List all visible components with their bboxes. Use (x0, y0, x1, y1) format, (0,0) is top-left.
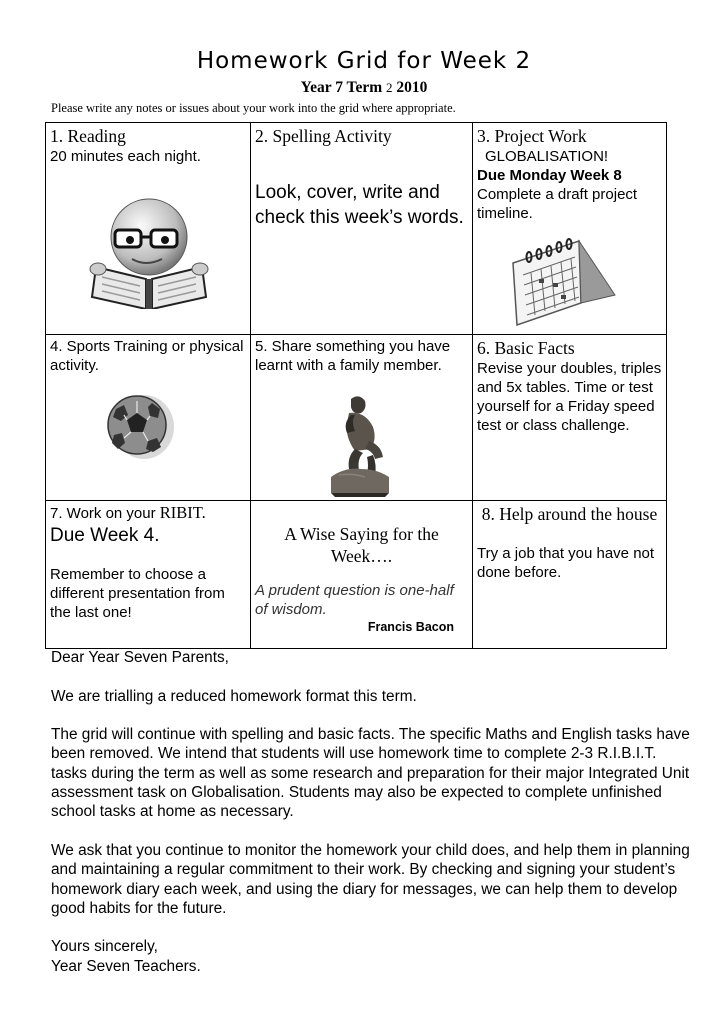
letter-closing: Yours sincerely, (51, 938, 158, 956)
cell-heading: A Wise Saying for the Week…. (284, 524, 439, 566)
subtitle-year-term: Year 7 Term (300, 79, 383, 96)
cell-heading: 2. Spelling Activity (255, 126, 392, 146)
calendar-icon (509, 233, 619, 328)
grid-cell-wise-saying (251, 501, 472, 648)
cell-heading-a: 7. Work on your (50, 505, 156, 522)
page-title: Homework Grid for Week 2 (196, 48, 532, 74)
grid-cell-reading (46, 123, 250, 334)
cell-heading-b: RIBIT. (159, 503, 206, 522)
letter-paragraph: We are trialling a reduced homework format this term. (51, 687, 417, 705)
grid-cell-ribit (46, 501, 250, 648)
cell-due: Due Monday Week 8 (477, 167, 622, 184)
cell-heading: 6. Basic Facts (477, 338, 575, 358)
cell-text: Remember to choose a different presentation from the last one! (50, 566, 225, 621)
grid-cell-sports (46, 335, 250, 500)
grid-cell-project (473, 123, 666, 334)
thinker-statue-icon (325, 393, 395, 497)
homework-grid (45, 122, 667, 649)
cell-heading: 3. Project Work (477, 126, 587, 146)
cell-due: Due Week 4. (50, 525, 160, 546)
cell-heading: 1. Reading (50, 126, 126, 146)
parent-letter (51, 648, 691, 976)
cell-topic: GLOBALISATION! (485, 148, 609, 165)
grid-cell-help-house (473, 501, 666, 648)
grid-cell-spelling (251, 123, 472, 334)
page-subtitle (0, 78, 728, 98)
soccer-ball-icon (104, 391, 176, 461)
subtitle-term-number: 2 (386, 80, 393, 95)
cell-heading: 8. Help around the house (481, 504, 658, 524)
cell-heading: 4. Sports Training or physical activity. (50, 338, 244, 374)
cell-text: 20 minutes each night. (50, 148, 201, 165)
subtitle-year: 2010 (396, 79, 428, 96)
letter-greeting: Dear Year Seven Parents, (51, 649, 229, 666)
letter-signoff (51, 937, 691, 976)
cell-text: Try a job that you have not done before. (477, 545, 655, 581)
cell-quote: A prudent question is one-half of wisdom. (255, 582, 454, 618)
letter-paragraph: The grid will continue with spelling and basic facts. The specific Maths and English tasks have been removed. We intend that students will use homework time to complete 2-3 R.I.B.I.T. tasks during the term as well as some research and preparation for their major Integrated Unit assessment task on Globalisation. Students may also be expected to complete unfinished school tasks at home as necessary. (51, 726, 690, 821)
cell-heading: 5. Share something you have learnt with a family member. (255, 338, 451, 374)
cell-text: Complete a draft project timeline. (477, 186, 638, 222)
grid-cell-basic-facts (473, 335, 666, 500)
cell-text: Look, cover, write and check this week’s words. (255, 182, 464, 228)
cell-text: Revise your doubles, triples and 5x tables. Time or test yourself for a Friday speed test or class challenge. (477, 360, 662, 434)
instruction-text: Please write any notes or issues about your work into the grid where appropriate. (51, 101, 456, 115)
grid-cell-share (251, 335, 472, 500)
letter-signature: Year Seven Teachers. (51, 957, 201, 975)
cell-heading (50, 503, 246, 523)
cell-quote-author: Francis Bacon (367, 620, 454, 634)
letter-paragraph: We ask that you continue to monitor the homework your child does, and help them in planning and maintaining a regular commitment to their work. By checking and signing your student’s homework diary each week, and using the diary for messages, we can help them to develop good habits for the future. (51, 841, 690, 917)
reading-face-icon (84, 197, 214, 309)
